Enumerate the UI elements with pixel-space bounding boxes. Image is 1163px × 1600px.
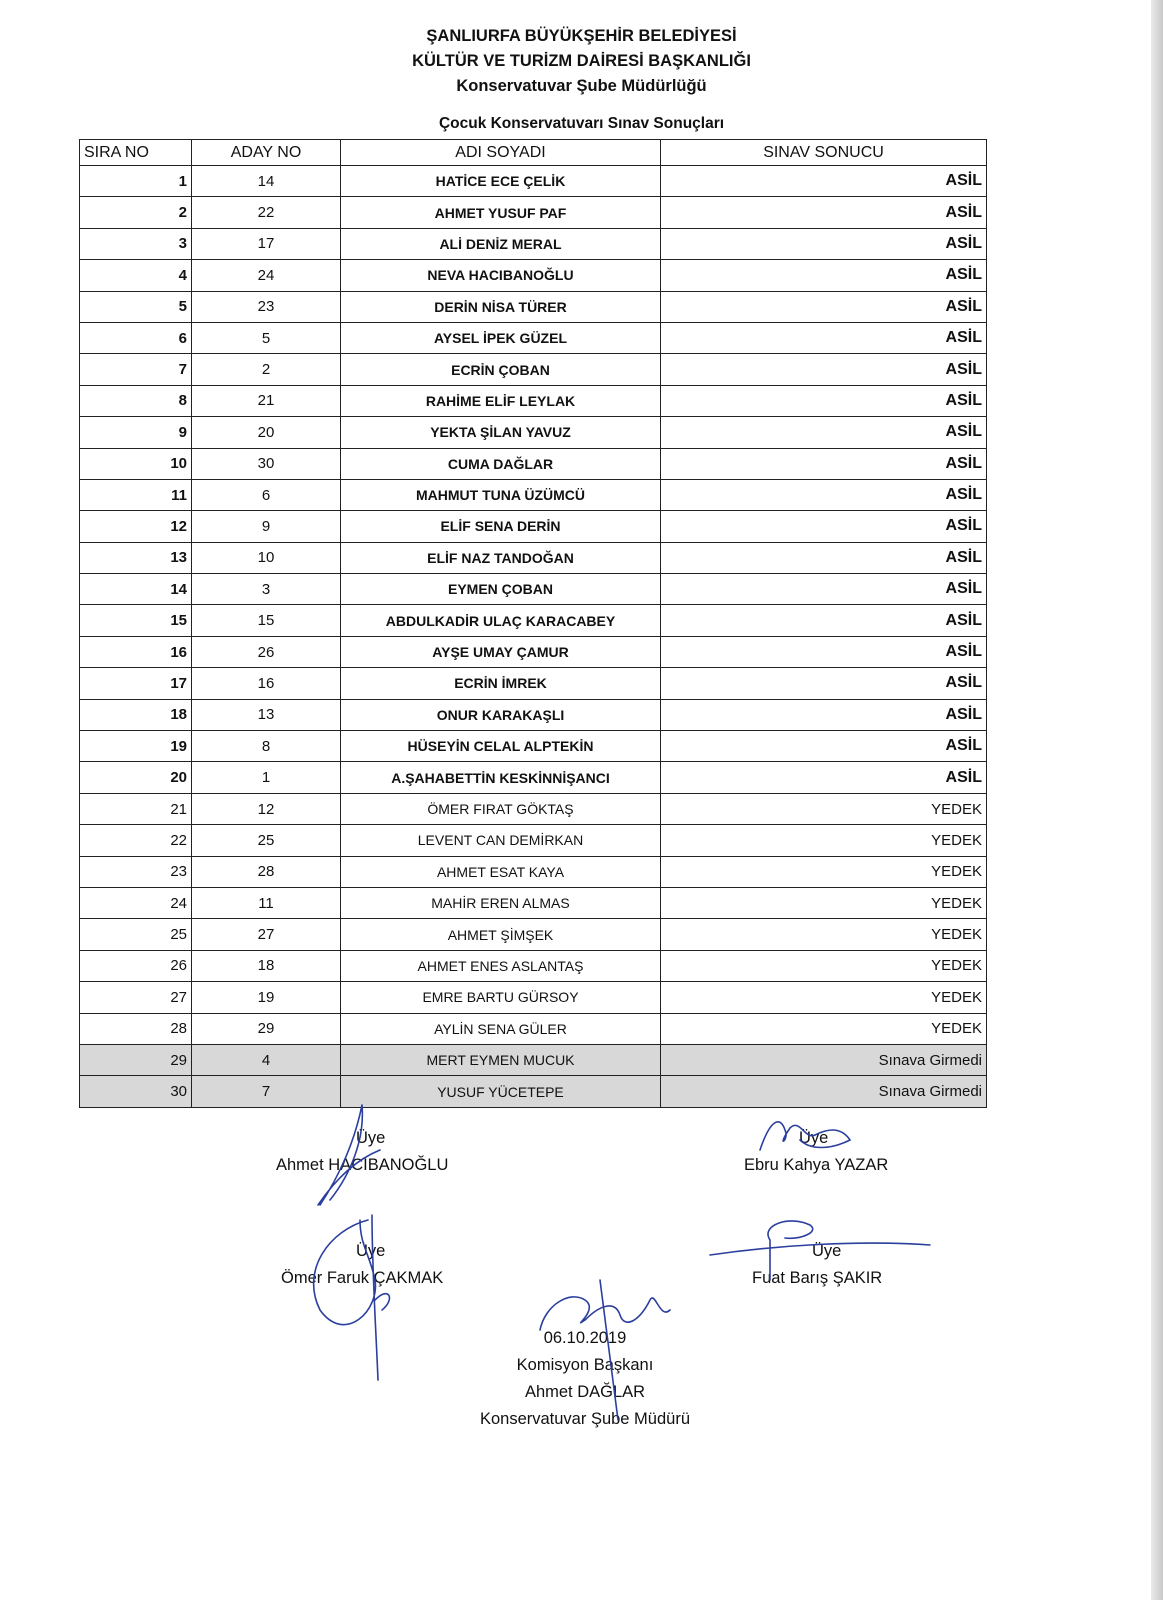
name-cell: ÖMER FIRAT GÖKTAŞ [341,793,661,824]
sira-no-cell: 14 [80,574,192,605]
aday-no-cell: 23 [192,291,341,322]
table-row [80,950,987,981]
signature-chair [460,1325,710,1433]
table-row [80,197,987,228]
result-cell: YEDEK [661,825,987,856]
name-cell: ELİF SENA DERİN [341,511,661,542]
sira-no-cell: 22 [80,825,192,856]
sira-no-cell: 28 [80,1013,192,1044]
sira-no-cell: 20 [80,762,192,793]
sira-no-cell: 9 [80,417,192,448]
result-cell: YEDEK [661,793,987,824]
aday-no-cell: 8 [192,731,341,762]
table-row [80,793,987,824]
results-title: Çocuk Konservatuvarı Sınav Sonuçları [438,115,725,132]
table-row [80,762,987,793]
aday-no-cell: 17 [192,228,341,259]
sira-no-cell: 13 [80,542,192,573]
table-row [80,574,987,605]
result-cell: ASİL [661,417,987,448]
aday-no-cell: 28 [192,856,341,887]
aday-no-cell: 3 [192,574,341,605]
table-row [80,260,987,291]
name-cell: ECRİN İMREK [341,668,661,699]
sira-no-cell: 6 [80,322,192,353]
aday-no-cell: 19 [192,982,341,1013]
header-line-department: KÜLTÜR VE TURİZM DAİRESİ BAŞKANLIĞI [412,52,751,70]
table-row [80,856,987,887]
sira-no-cell: 23 [80,856,192,887]
result-cell: YEDEK [661,1013,987,1044]
column-header-sira-no: SIRA NO [80,140,192,166]
signature-name: Ömer Faruk ÇAKMAK [281,1269,444,1287]
table-row [80,511,987,542]
table-row [80,542,987,573]
name-cell: AYŞE UMAY ÇAMUR [341,636,661,667]
header-line-municipality: ŞANLIURFA BÜYÜKŞEHİR BELEDİYESİ [426,27,737,45]
name-cell: AYLİN SENA GÜLER [341,1013,661,1044]
name-cell: ABDULKADİR ULAÇ KARACABEY [341,605,661,636]
signature-role: Üye [356,1129,386,1147]
aday-no-cell: 14 [192,166,341,197]
table-row [80,699,987,730]
signature-role: Üye [799,1129,829,1147]
name-cell: MAHİR EREN ALMAS [341,887,661,918]
sira-no-cell: 1 [80,166,192,197]
aday-no-cell: 30 [192,448,341,479]
sira-no-cell: 10 [80,448,192,479]
name-cell: LEVENT CAN DEMİRKAN [341,825,661,856]
aday-no-cell: 1 [192,762,341,793]
name-cell: DERİN NİSA TÜRER [341,291,661,322]
result-cell: ASİL [661,322,987,353]
sira-no-cell: 2 [80,197,192,228]
aday-no-cell: 22 [192,197,341,228]
name-cell: AHMET ŞİMŞEK [341,919,661,950]
aday-no-cell: 5 [192,322,341,353]
signature-name: Ahmet HACIBANOĞLU [276,1156,449,1174]
result-cell: ASİL [661,605,987,636]
results-table-body [80,166,987,1108]
table-row [80,1076,987,1107]
aday-no-cell: 29 [192,1013,341,1044]
sira-no-cell: 3 [80,228,192,259]
sira-no-cell: 21 [80,793,192,824]
name-cell: NEVA HACIBANOĞLU [341,260,661,291]
signature-name: Fuat Barış ŞAKIR [752,1269,883,1287]
aday-no-cell: 12 [192,793,341,824]
table-row [80,417,987,448]
aday-no-cell: 7 [192,1076,341,1107]
result-cell: YEDEK [661,856,987,887]
result-cell: ASİL [661,574,987,605]
aday-no-cell: 25 [192,825,341,856]
signature-member-4 [752,1238,882,1292]
signature-title: Konservatuvar Şube Müdürü [479,1410,691,1428]
header-row [80,140,987,166]
result-cell: ASİL [661,636,987,667]
signature-member-1 [276,1125,448,1179]
aday-no-cell: 18 [192,950,341,981]
aday-no-cell: 16 [192,668,341,699]
aday-no-cell: 24 [192,260,341,291]
aday-no-cell: 13 [192,699,341,730]
name-cell: ECRİN ÇOBAN [341,354,661,385]
aday-no-cell: 20 [192,417,341,448]
result-cell: YEDEK [661,887,987,918]
name-cell: YEKTA ŞİLAN YAVUZ [341,417,661,448]
sira-no-cell: 15 [80,605,192,636]
name-cell: ALİ DENİZ MERAL [341,228,661,259]
aday-no-cell: 4 [192,1044,341,1075]
name-cell: MERT EYMEN MUCUK [341,1044,661,1075]
signature-date: 06.10.2019 [543,1329,627,1347]
table-row [80,479,987,510]
result-cell: ASİL [661,260,987,291]
name-cell: EYMEN ÇOBAN [341,574,661,605]
sira-no-cell: 4 [80,260,192,291]
name-cell: ONUR KARAKAŞLI [341,699,661,730]
table-row [80,887,987,918]
sira-no-cell: 24 [80,887,192,918]
sira-no-cell: 29 [80,1044,192,1075]
column-header-sinav-sonucu: SINAV SONUCU [661,140,987,166]
table-row [80,919,987,950]
sira-no-cell: 30 [80,1076,192,1107]
name-cell: RAHİME ELİF LEYLAK [341,385,661,416]
table-row [80,166,987,197]
table-row [80,385,987,416]
sira-no-cell: 19 [80,731,192,762]
aday-no-cell: 11 [192,887,341,918]
result-cell: ASİL [661,731,987,762]
result-cell: ASİL [661,228,987,259]
table-row [80,1044,987,1075]
result-cell: Sınava Girmedi [661,1076,987,1107]
table-row [80,448,987,479]
signature-role: Üye [812,1242,842,1260]
result-cell: YEDEK [661,950,987,981]
table-row [80,228,987,259]
name-cell: YUSUF YÜCETEPE [341,1076,661,1107]
name-cell: A.ŞAHABETTİN KESKİNNİŞANCI [341,762,661,793]
aday-no-cell: 26 [192,636,341,667]
sira-no-cell: 25 [80,919,192,950]
sira-no-cell: 12 [80,511,192,542]
sira-no-cell: 17 [80,668,192,699]
signature-role: Üye [356,1242,386,1260]
aday-no-cell: 9 [192,511,341,542]
table-row [80,322,987,353]
table-row [80,731,987,762]
result-cell: ASİL [661,291,987,322]
table-row [80,825,987,856]
sira-no-cell: 7 [80,354,192,385]
name-cell: AHMET YUSUF PAF [341,197,661,228]
name-cell: AYSEL İPEK GÜZEL [341,322,661,353]
result-cell: YEDEK [661,919,987,950]
signature-member-3 [281,1238,443,1292]
sira-no-cell: 11 [80,479,192,510]
results-table-header [80,140,987,166]
result-cell: ASİL [661,354,987,385]
aday-no-cell: 21 [192,385,341,416]
name-cell: CUMA DAĞLAR [341,448,661,479]
result-cell: ASİL [661,197,987,228]
sira-no-cell: 27 [80,982,192,1013]
aday-no-cell: 15 [192,605,341,636]
result-cell: ASİL [661,479,987,510]
table-row [80,1013,987,1044]
document-header [0,24,1163,99]
signature-name: Ebru Kahya YAZAR [744,1156,889,1174]
result-cell: ASİL [661,699,987,730]
name-cell: EMRE BARTU GÜRSOY [341,982,661,1013]
sira-no-cell: 8 [80,385,192,416]
result-cell: YEDEK [661,982,987,1013]
result-cell: ASİL [661,448,987,479]
table-row [80,605,987,636]
table-row [80,291,987,322]
table-row [80,354,987,385]
scan-page-edge [1151,0,1163,1600]
header-line-directorate: Konservatuvar Şube Müdürlüğü [456,77,707,95]
column-header-adi-soyadi: ADI SOYADI [341,140,661,166]
table-row [80,636,987,667]
column-header-aday-no: ADAY NO [192,140,341,166]
result-cell: Sınava Girmedi [661,1044,987,1075]
sira-no-cell: 26 [80,950,192,981]
result-cell: ASİL [661,668,987,699]
signature-member-2 [744,1125,888,1179]
sira-no-cell: 18 [80,699,192,730]
sira-no-cell: 16 [80,636,192,667]
table-row [80,668,987,699]
aday-no-cell: 27 [192,919,341,950]
signature-name: Ahmet DAĞLAR [524,1383,646,1401]
result-cell: ASİL [661,385,987,416]
name-cell: HÜSEYİN CELAL ALPTEKİN [341,731,661,762]
name-cell: AHMET ENES ASLANTAŞ [341,950,661,981]
table-row [80,982,987,1013]
aday-no-cell: 6 [192,479,341,510]
name-cell: ELİF NAZ TANDOĞAN [341,542,661,573]
name-cell: AHMET ESAT KAYA [341,856,661,887]
sira-no-cell: 5 [80,291,192,322]
aday-no-cell: 10 [192,542,341,573]
signature-role: Komisyon Başkanı [516,1356,654,1374]
name-cell: HATİCE ECE ÇELİK [341,166,661,197]
results-table [79,139,987,1108]
result-cell: ASİL [661,762,987,793]
name-cell: MAHMUT TUNA ÜZÜMCÜ [341,479,661,510]
result-cell: ASİL [661,511,987,542]
result-cell: ASİL [661,166,987,197]
aday-no-cell: 2 [192,354,341,385]
result-cell: ASİL [661,542,987,573]
